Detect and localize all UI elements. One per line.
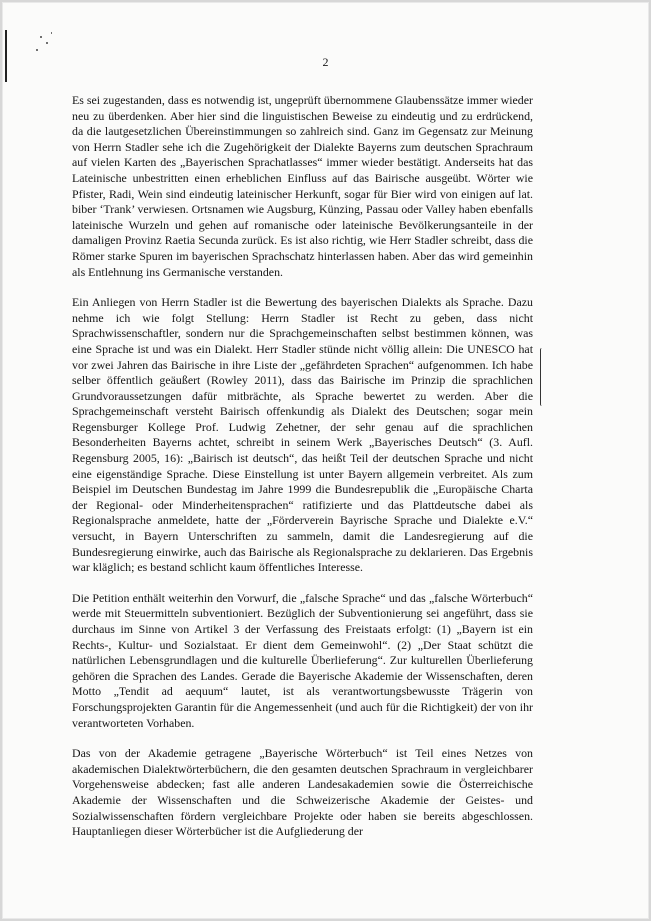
scan-speck bbox=[51, 32, 52, 34]
paragraph-text: Ein Anliegen von Herrn Stadler ist die Bewertung des bayerischen Dialekts als Sprache. Dazu nehme ich wie folgt Stellung: Herrn Stadler ist Recht zu geben, dass nicht Sprachwissenschaftler, sondern nur die Sprachgemeinschaften selbst bestimmen können, was eine Sprache ist und was ein Dialekt. Herr Stadler stünde nicht völlig allein: Die UNESCO hat vor zwei Jahren das Bairische in ihre Liste der „gefährdeten Sprachen“ aufgenommen. Ich habe selber öffentlich geäußert (Rowley 2011), dass das Bairische im Prinzip die sprachlichen Grundvoraussetzungen dafür mitbrächte, als Sprache bewertet zu werden. Aber die Sprachgemeinschaft versteht Bairisch offenkundig als Dialekt des Deutschen; sogar mein Regensburger Kollege Prof. Ludwig Zehetner, der sehr genau auf die sprachlichen Besonderheiten Bayerns achtet, schreibt in seinem Werk „Bayerisches Deutsch“ (3. Aufl. Regensburg 2005, 16): „Bairisch ist deutsch“, das heißt Teil der deutschen Sprache und nicht eine eigenständige Sprache. Diese Einstellung ist unter Bayern allgemein verbreitet. Als zum Beispiel im Deutschen Bundestag im Jahre 1999 die Bundesrepublik die „Europäische Charta der Regional- oder Minderheitensprachen“ ratifizierte und das Plattdeutsche dabei als Regionalsprache anmeldete, hatte der „Förderverein Bayrische Sprache und Dialekte e.V.“ versucht, in Bayern Unterschriften zu sammeln, damit die Landesregierung auf die Bundesregierung einwirke, auch das Bairische als Regionalsprache zu deklarieren. Das Ergebnis war kläglich; es bestand schlicht kaum öffentliches Interesse. bbox=[72, 295, 533, 575]
document-body bbox=[72, 93, 533, 855]
scan-speck bbox=[40, 36, 42, 38]
paragraph bbox=[72, 295, 533, 576]
paragraph bbox=[72, 746, 533, 840]
paragraph bbox=[72, 93, 533, 280]
page-number: 2 bbox=[322, 55, 329, 69]
paragraph-text: Es sei zugestanden, dass es notwendig ist, ungeprüft übernommene Glaubenssätze immer wieder neu zu überdenken. Aber hier sind die linguistischen Beweise zu eindeutig und zu erdrückend, da die lautgesetzlichen Übereinstimmungen so zahlreich sind. Ganz im Gegensatz zur Meinung von Herrn Stadler sehe ich die Zugehörigkeit der Dialekte Bayerns zum deutschen Sprachraum auf vielen Karten des „Bayerischen Sprachatlasses“ immer wieder bestätigt. Anderseits hat das Lateinische unbestritten einen erheblichen Einfluss auf das Bairische ausgeübt. Wörter wie Pfister, Radi, Wein sind eindeutig lateinischer Herkunft, sogar für Bier wird von einigen auf lat. biber ‘Trank’ verwiesen. Ortsnamen wie Augsburg, Künzing, Passau oder Valley haben ebenfalls lateinische Wurzeln und gehen auf romanische oder lateinische Bevölkerungsanteile in der damaligen Provinz Raetia Secunda zurück. Es ist also richtig, wie Herr Stadler schreibt, dass die Römer starke Spuren im bayerischen Sprachschatz hinterlassen haben. Aber das wird gemeinhin als Entlehnung ins Germanische verstanden. bbox=[72, 93, 533, 279]
paragraph-text: Das von der Akademie getragene „Bayerische Wörterbuch“ ist Teil eines Netzes von akademischen Dialektwörterbüchern, die den gesamten deutschen Sprachraum in vergleichbarer Vorgehensweise abdecken; fast alle anderen Landesakademien sowie die Österreichische Akademie der Wissenschaften und die Schweizerische Akademie der Geistes- und Sozialwissenschaften fördern vergleichbare Projekte oder haben sie bereits abgeschlossen. Hauptanliegen dieser Wörterbücher ist die Aufgliederung der bbox=[72, 746, 533, 839]
paragraph bbox=[72, 591, 533, 731]
scan-speck bbox=[36, 49, 38, 51]
paragraph-text: Die Petition enthält weiterhin den Vorwurf, die „falsche Sprache“ und das „falsche Wörterbuch“ werde mit Steuermitteln subventioniert. Bezüglich der Subventionierung sei angeführt, dass sie durchaus im Sinne von Artikel 3 der Verfassung des Freistaats erfolgt: (1) „Bayern ist ein Rechts-, Kultur- und Sozialstaat. Er dient dem Gemeinwohl“. (2) „Der Staat schützt die natürlichen Lebensgrundlagen und die kulturelle Überlieferung“. Zur kulturellen Überlieferung gehören die Sprachen des Landes. Gerade die Bayerische Akademie der Wissenschaften, deren Motto „Tendit ad aequum“ lautet, ist als verantwortungsbewusste Trägerin von Forschungsprojekten Garantin für die Angemessenheit (und auch für die Richtigkeit) der von ihr verantworteten Vorhaben. bbox=[72, 590, 533, 730]
margin-bracket-mark bbox=[540, 348, 545, 406]
scan-speck bbox=[46, 42, 48, 44]
